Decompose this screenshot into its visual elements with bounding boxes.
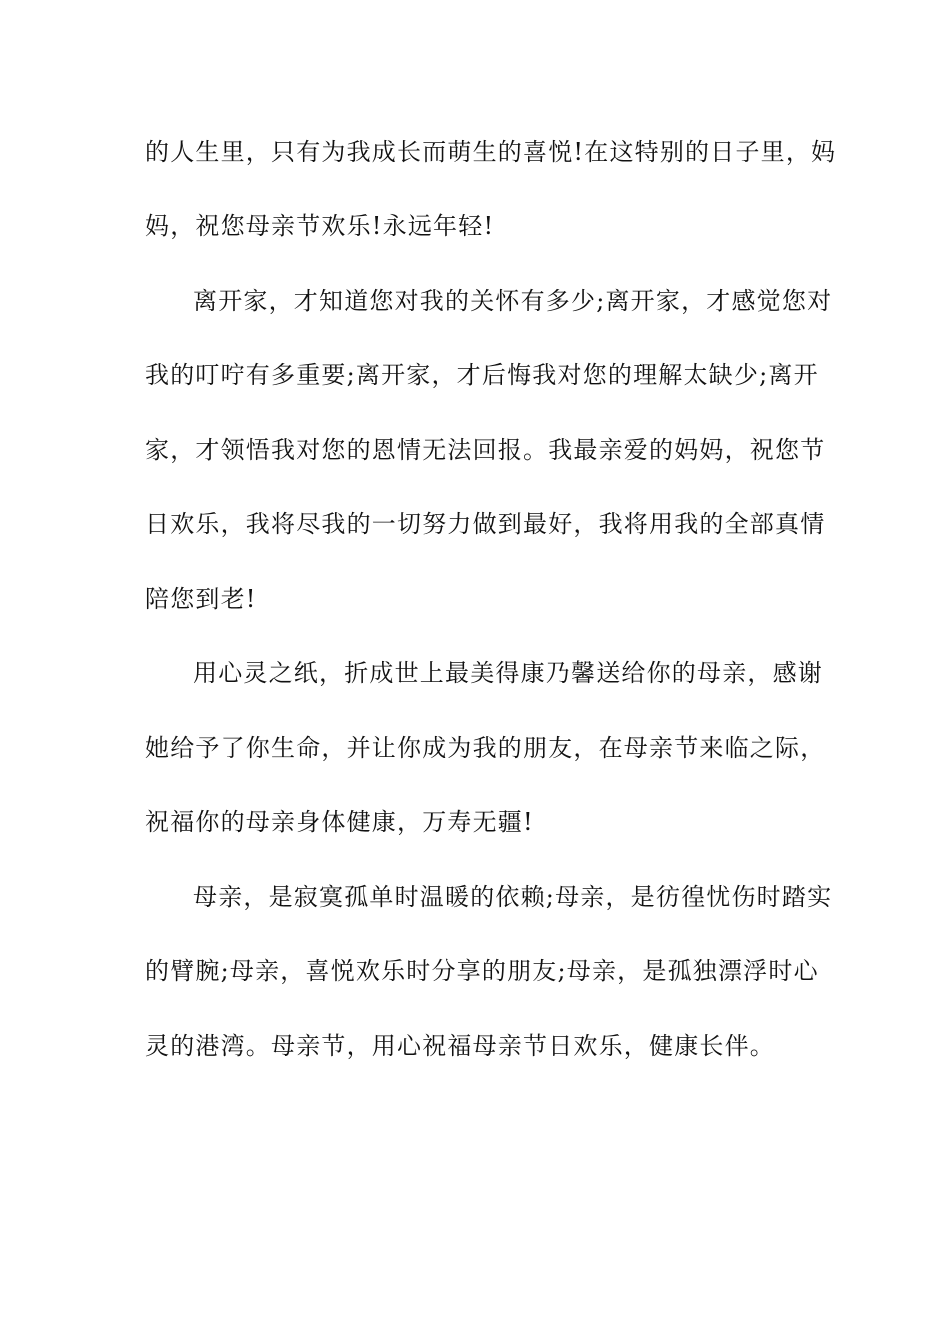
text-line: 的人生里，只有为我成长而萌生的喜悦!在这特别的日子里，妈 [145, 138, 837, 166]
text-line: 我的叮咛有多重要;离开家，才后悔我对您的理解太缺少;离开 [145, 361, 819, 389]
text-line: 她给予了你生命，并让你成为我的朋友，在母亲节来临之际， [145, 734, 826, 762]
text-line: 日欢乐，我将尽我的一切努力做到最好，我将用我的全部真情 [145, 510, 826, 538]
text-line: 陪您到老! [145, 585, 257, 613]
text-line: 灵的港湾。母亲节，用心祝福母亲节日欢乐，健康长伴。 [145, 1032, 775, 1060]
text-line: 妈，祝您母亲节欢乐!永远年轻! [145, 212, 495, 240]
text-line: 家，才领悟我对您的恩情无法回报。我最亲爱的妈妈，祝您节 [145, 436, 826, 464]
text-line: 用心灵之纸，折成世上最美得康乃馨送给你的母亲，感谢 [193, 659, 823, 687]
text-line: 母亲，是寂寞孤单时温暖的依赖;母亲，是彷徨忧伤时踏实 [193, 883, 833, 911]
text-line: 的臂腕;母亲，喜悦欢乐时分享的朋友;母亲，是孤独漂浮时心 [145, 957, 819, 985]
text-line: 离开家，才知道您对我的关怀有多少;离开家，才感觉您对 [193, 287, 833, 315]
text-line: 祝福你的母亲身体健康，万寿无疆! [145, 808, 534, 836]
